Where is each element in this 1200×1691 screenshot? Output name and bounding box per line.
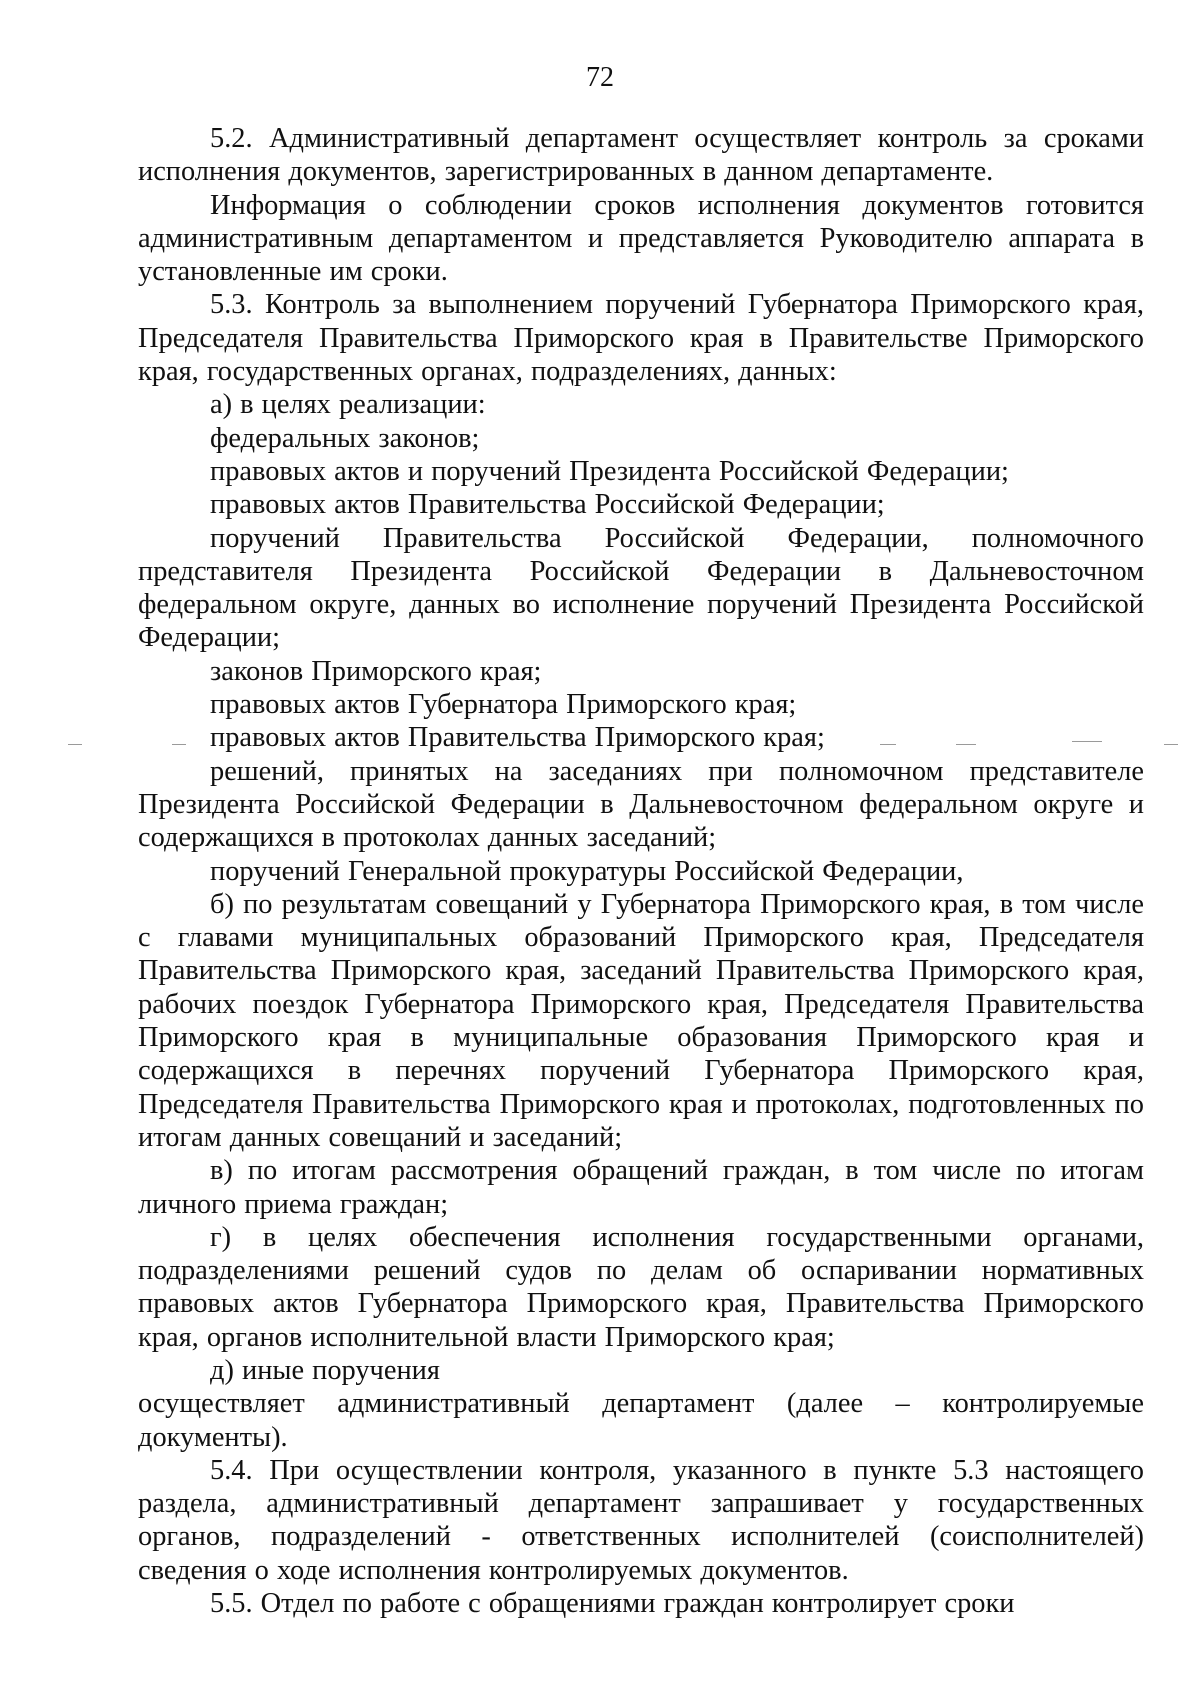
scan-artifact-dash-2 [880,744,896,745]
scan-artifact-dash-1 [172,744,186,745]
document-body [138,122,1144,1620]
list-item-governor-acts: правовых актов Губернатора Приморского края; [210,689,797,721]
list-item-federal-laws: федеральных законов; [210,422,480,454]
paragraph-5-2: 5.2. Административный департамент осуществляет контроль за сроками исполнения документов, зарегистрированных в данном департаменте. [138,123,1144,188]
list-item-a: а) в целях реализации: [210,389,486,421]
paragraph-5-4: 5.4. При осуществлении контроля, указанного в пункте 5.3 настоящего раздела, административный департамент запрашивает у государственных органов, подразделений - ответственных исполнителей (соисполнителей) сведения о ходе исполнения контролируемых документов. [138,1454,1144,1586]
scan-artifact-dash-4 [1072,741,1102,742]
page-number: 72 [586,62,614,93]
list-item-government-acts: правовых актов Правительства Российской Федерации; [210,489,885,521]
scan-artifact-dash-3 [956,744,976,745]
list-item-d: д) иные поручения [210,1354,440,1386]
list-item-envoy-decisions: решений, принятых на заседаниях при полномочном представителе Президента Российской Федерации в Дальневосточном федеральном округе и содержащихся в протоколах данных заседаний; [138,755,1144,854]
paragraph-info-deadlines: Информация о соблюдении сроков исполнения документов готовится административным департаментом и представляется Руководителю аппарата в установленные им сроки. [138,189,1144,288]
list-item-g: г) в целях обеспечения исполнения государственными органами, подразделениями решений судов по делам об оспаривании нормативных правовых актов Губернатора Приморского края, Правительства Приморского края, органов исполнительной власти Приморского края; [138,1221,1144,1353]
list-item-president-acts: правовых актов и поручений Президента Российской Федерации; [210,455,1009,487]
list-item-government-orders: поручений Правительства Российской Федерации, полномочного представителя Президента Российской Федерации в Дальневосточном федеральном округе, данных во исполнение поручений Президента Российской Федерации; [138,522,1144,654]
list-item-v: в) по итогам рассмотрения обращений граждан, в том числе по итогам личного приема граждан; [138,1155,1144,1220]
paragraph-5-5: 5.5. Отдел по работе с обращениями граждан контролирует сроки [210,1588,1015,1620]
list-item-b: б) по результатам совещаний у Губернатора Приморского края, в том числе с главами муниципальных образований Приморского края, Председателя Правительства Приморского края, заседаний Правительства Приморского края, рабочих поездок Губернатора Приморского края, Председателя Правительства Приморского края в муниципальные образования Приморского края и содержащихся в перечнях поручений Губернатора Приморского края, Председателя Правительства Приморского края и протоколах, подготовленных по итогам данных совещаний и заседаний; [138,888,1144,1153]
list-item-regional-government-acts: правовых актов Правительства Приморского края; [210,722,825,754]
paragraph-5-3: 5.3. Контроль за выполнением поручений Губернатора Приморского края, Председателя Правительства Приморского края в Правительстве Приморского края, государственных органах, подразделениях, данных: [138,289,1144,388]
list-item-regional-laws: законов Приморского края; [210,655,542,687]
paragraph-controlled-documents: осуществляет административный департамент (далее – контролируемые документы). [138,1388,1144,1453]
scan-artifact-right [1164,744,1178,745]
scan-artifact-left [68,744,82,745]
list-item-prosecutor-orders: поручений Генеральной прокуратуры Российской Федерации, [210,855,964,887]
